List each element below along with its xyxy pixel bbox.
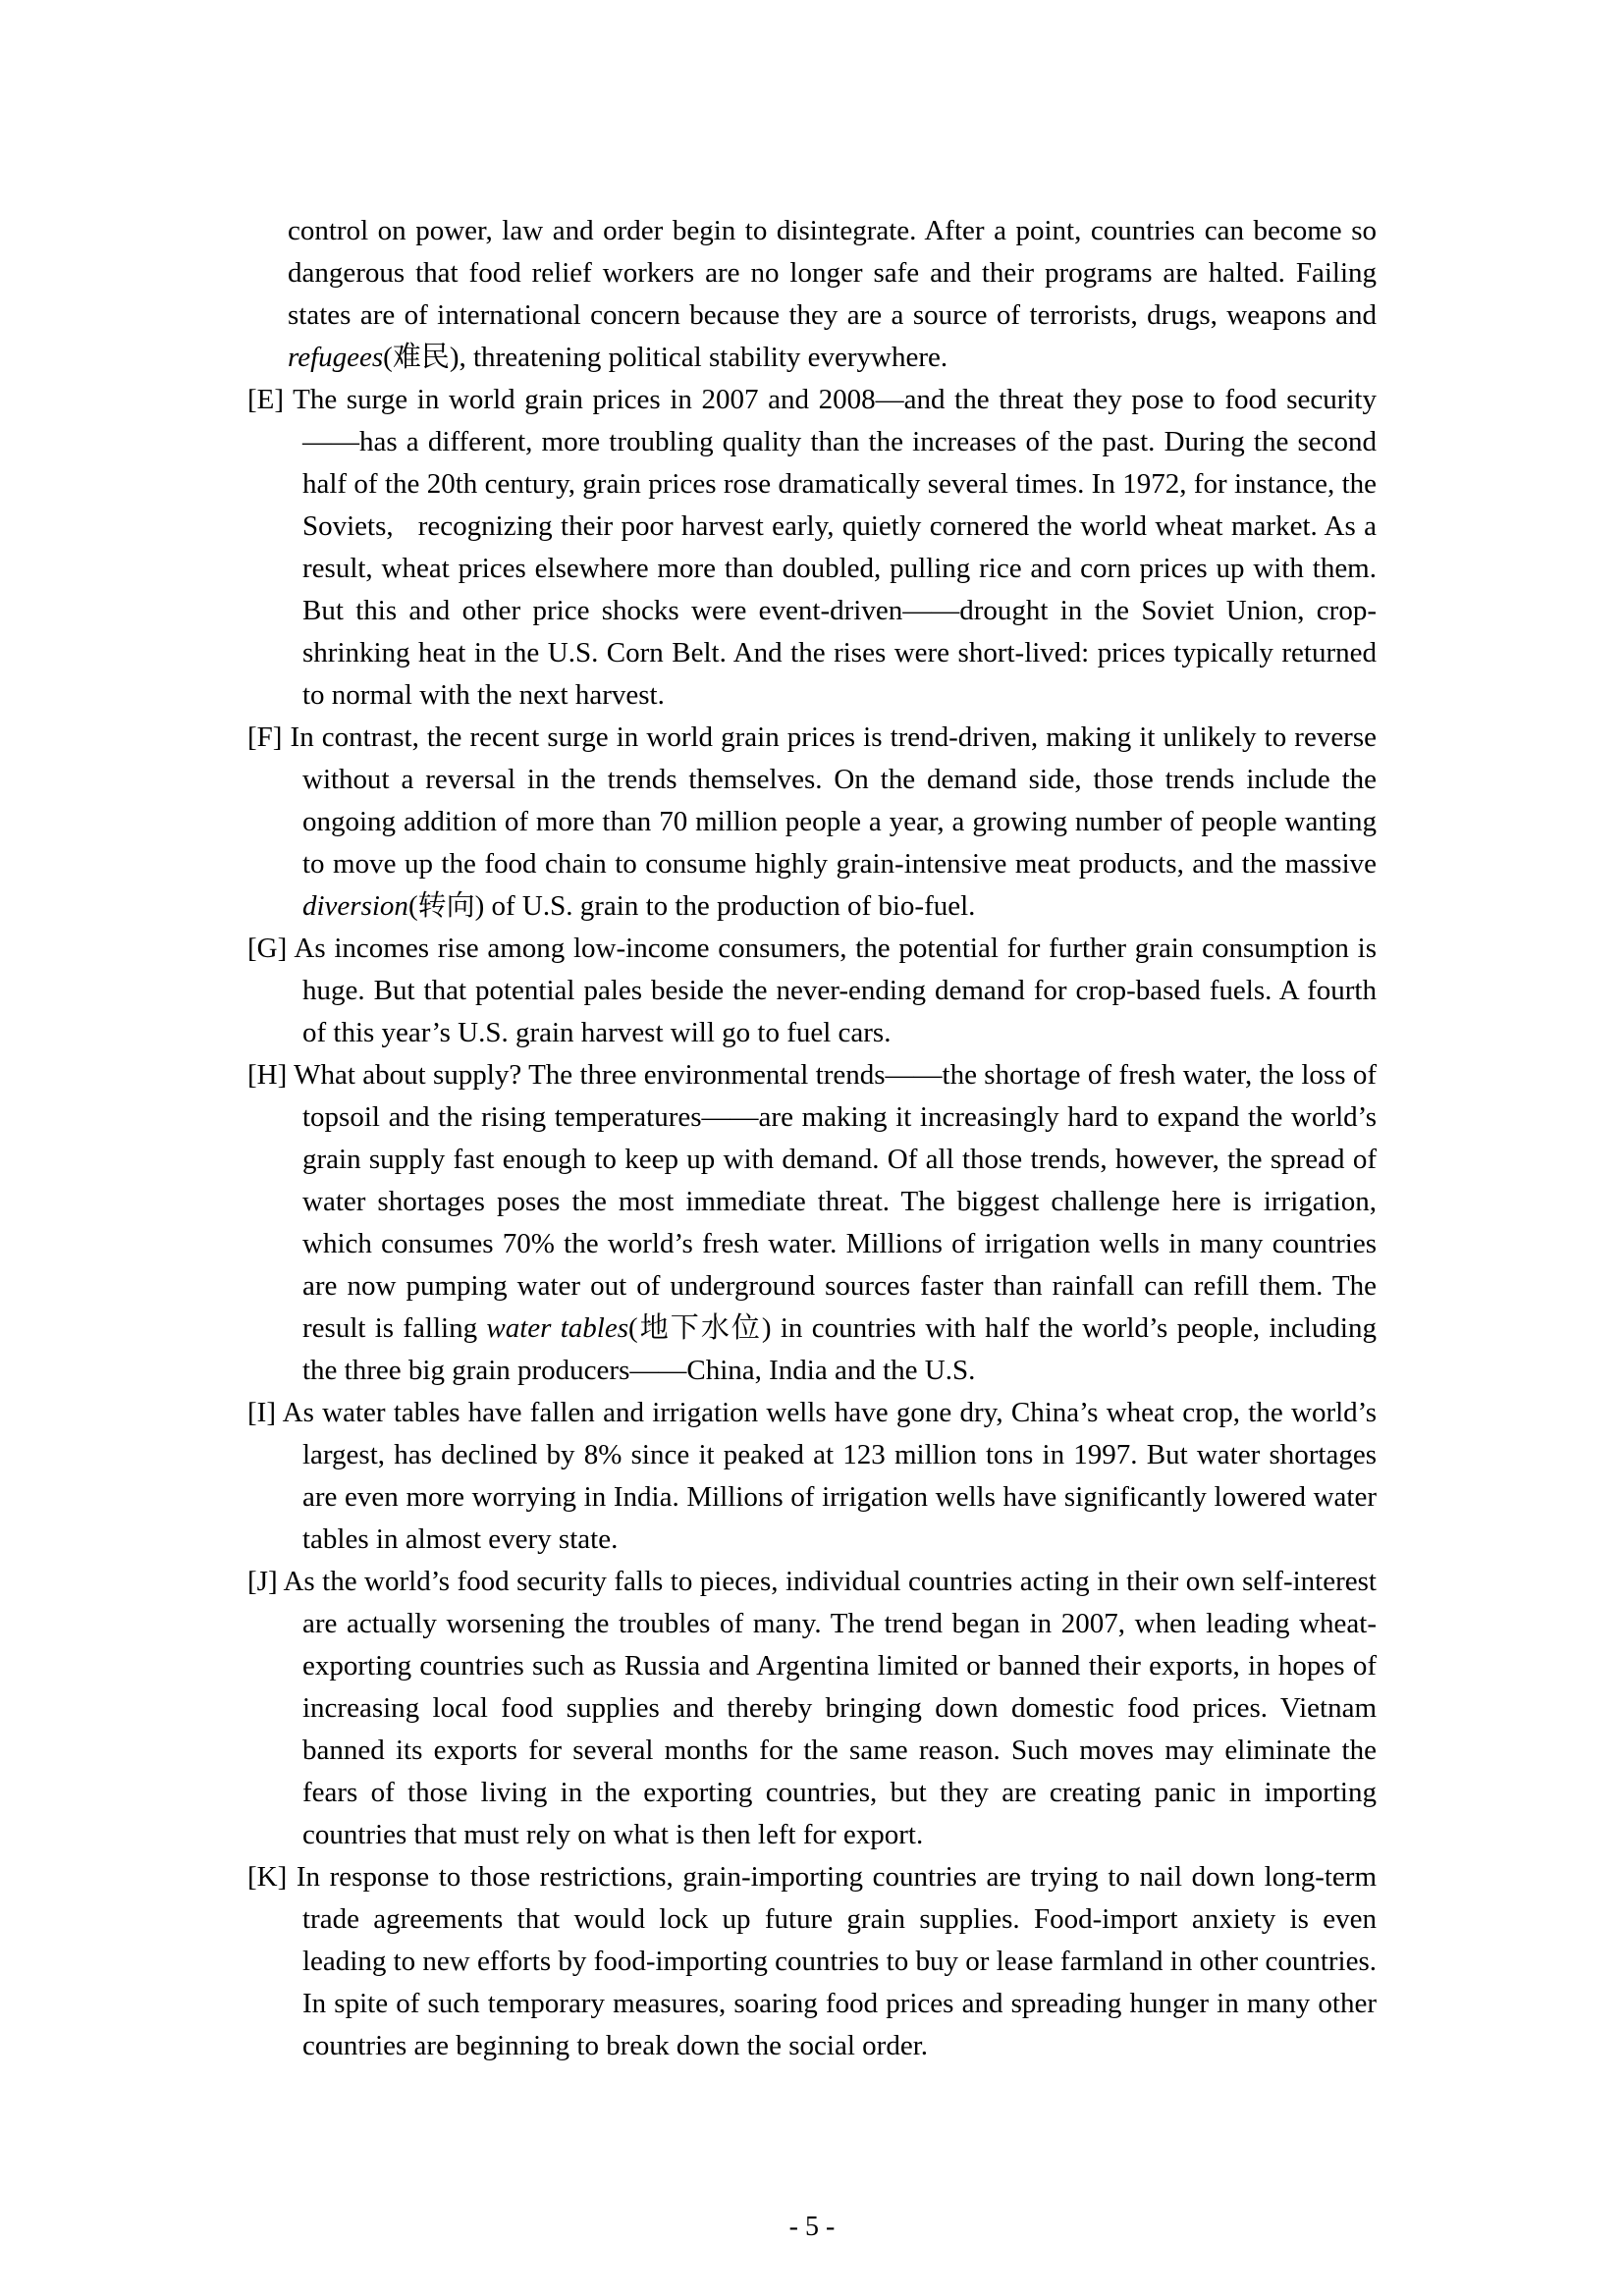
paragraph-label: [G] bbox=[247, 933, 288, 964]
paragraph-label: [E] bbox=[247, 384, 285, 415]
text-run-italic: diversion bbox=[302, 890, 408, 922]
paragraph-g bbox=[247, 928, 1377, 1054]
paragraph-e bbox=[247, 379, 1377, 717]
text-run: The surge in world grain prices in 2007 and 2008—and the threat they pose to food security——has a different, more troubling quality than the increases of the past. During the second half of the 20th century, grain prices rose dramatically several times. In 1972, for instance, the Soviets, recognizing their poor harvest early, quietly cornered the world wheat market. As a result, wheat prices elsewhere more than doubled, pulling rice and corn prices up with them. But this and other price shocks were event-driven——drought in the Soviet Union, crop-shrinking heat in the U.S. Corn Belt. And the rises were short-lived: prices typically returned to normal with the next harvest. bbox=[293, 384, 1377, 711]
paragraph-k bbox=[247, 1856, 1377, 2067]
text-run: In contrast, the recent surge in world grain prices is trend-driven, making it unlikely to reverse without a reversal in the trends themselves. On the demand side, those trends include the ongoing addition of more than 70 million people a year, a growing number of people wanting to move up the food chain to consume highly grain-intensive meat products, and the massive bbox=[290, 721, 1378, 880]
paragraph-continuation bbox=[288, 210, 1377, 379]
text-run: In response to those restrictions, grain-importing countries are trying to nail down long-term trade agreements that would lock up future grain supplies. Food-import anxiety is even leading to new efforts by food-importing countries to buy or lease farmland in other countries. In spite of such temporary measures, soaring food prices and spreading hunger in many other countries are beginning to break down the social order. bbox=[296, 1861, 1378, 2061]
paragraph-j bbox=[247, 1561, 1377, 1856]
text-run: (转向) of U.S. grain to the production of bio-fuel. bbox=[407, 890, 976, 922]
text-run: What about supply? The three environmental trends——the shortage of fresh water, the loss of topsoil and the rising temperatures——are making it increasingly hard to expand the world’s grain supply fast enough to keep up with demand. Of all those trends, however, the spread of water shortages poses the most immediate threat. The biggest challenge here is irrigation, which consumes 70% the world’s fresh water. Millions of irrigation wells in many countries are now pumping water out of underground sources faster than rainfall can refill them. The result is falling bbox=[294, 1059, 1377, 1344]
paragraph-label: [H] bbox=[247, 1059, 288, 1091]
paragraph-label: [K] bbox=[247, 1861, 288, 1893]
paragraph-i bbox=[247, 1392, 1377, 1561]
text-run: As incomes rise among low-income consumers, the potential for further grain consumption is huge. But that potential pales beside the never-ending demand for crop-based fuels. A fourth of this year’s U.S. grain harvest will go to fuel cars. bbox=[294, 933, 1377, 1048]
page-number: - 5 - bbox=[788, 2212, 836, 2242]
text-run: As the world’s food security falls to pieces, individual countries acting in their own self-interest are actually worsening the troubles of many. The trend began in 2007, when leading wheat-exporting countries such as Russia and Argentina limited or banned their exports, in hopes of increasing local food supplies and thereby bringing down domestic food prices. Vietnam banned its exports for several months for the same reason. Such moves may eliminate the fears of those living in the exporting countries, but they are creating panic in importing countries that must rely on what is then left for export. bbox=[283, 1566, 1377, 1850]
text-run-italic: refugees bbox=[288, 342, 384, 373]
paragraph-label: [J] bbox=[247, 1566, 278, 1597]
text-run: (难民), threatening political stability everywhere. bbox=[383, 342, 948, 373]
paragraph-label: [I] bbox=[247, 1397, 276, 1428]
text-run: (地下水位) in countries with half the world’s people, including the three big grain producers——China, India and the U.S. bbox=[302, 1312, 1377, 1386]
reading-passage bbox=[247, 210, 1377, 2067]
text-run: As water tables have fallen and irrigation wells have gone dry, China’s wheat crop, the world’s largest, has declined by 8% since it peaked at 123 million tons in 1997. But water shortages are even more worrying in India. Millions of irrigation wells have significantly lowered water tables in almost every state. bbox=[282, 1397, 1378, 1555]
text-run: control on power, law and order begin to disintegrate. After a point, countries can become so dangerous that food relief workers are no longer safe and their programs are halted. Failing states are of international concern because they are a source of terrorists, drugs, weapons and bbox=[288, 215, 1377, 331]
paragraph-f bbox=[247, 717, 1377, 928]
paragraph-h bbox=[247, 1054, 1377, 1392]
text-run-italic: water tables bbox=[486, 1312, 629, 1344]
paragraph-label: [F] bbox=[247, 721, 283, 753]
